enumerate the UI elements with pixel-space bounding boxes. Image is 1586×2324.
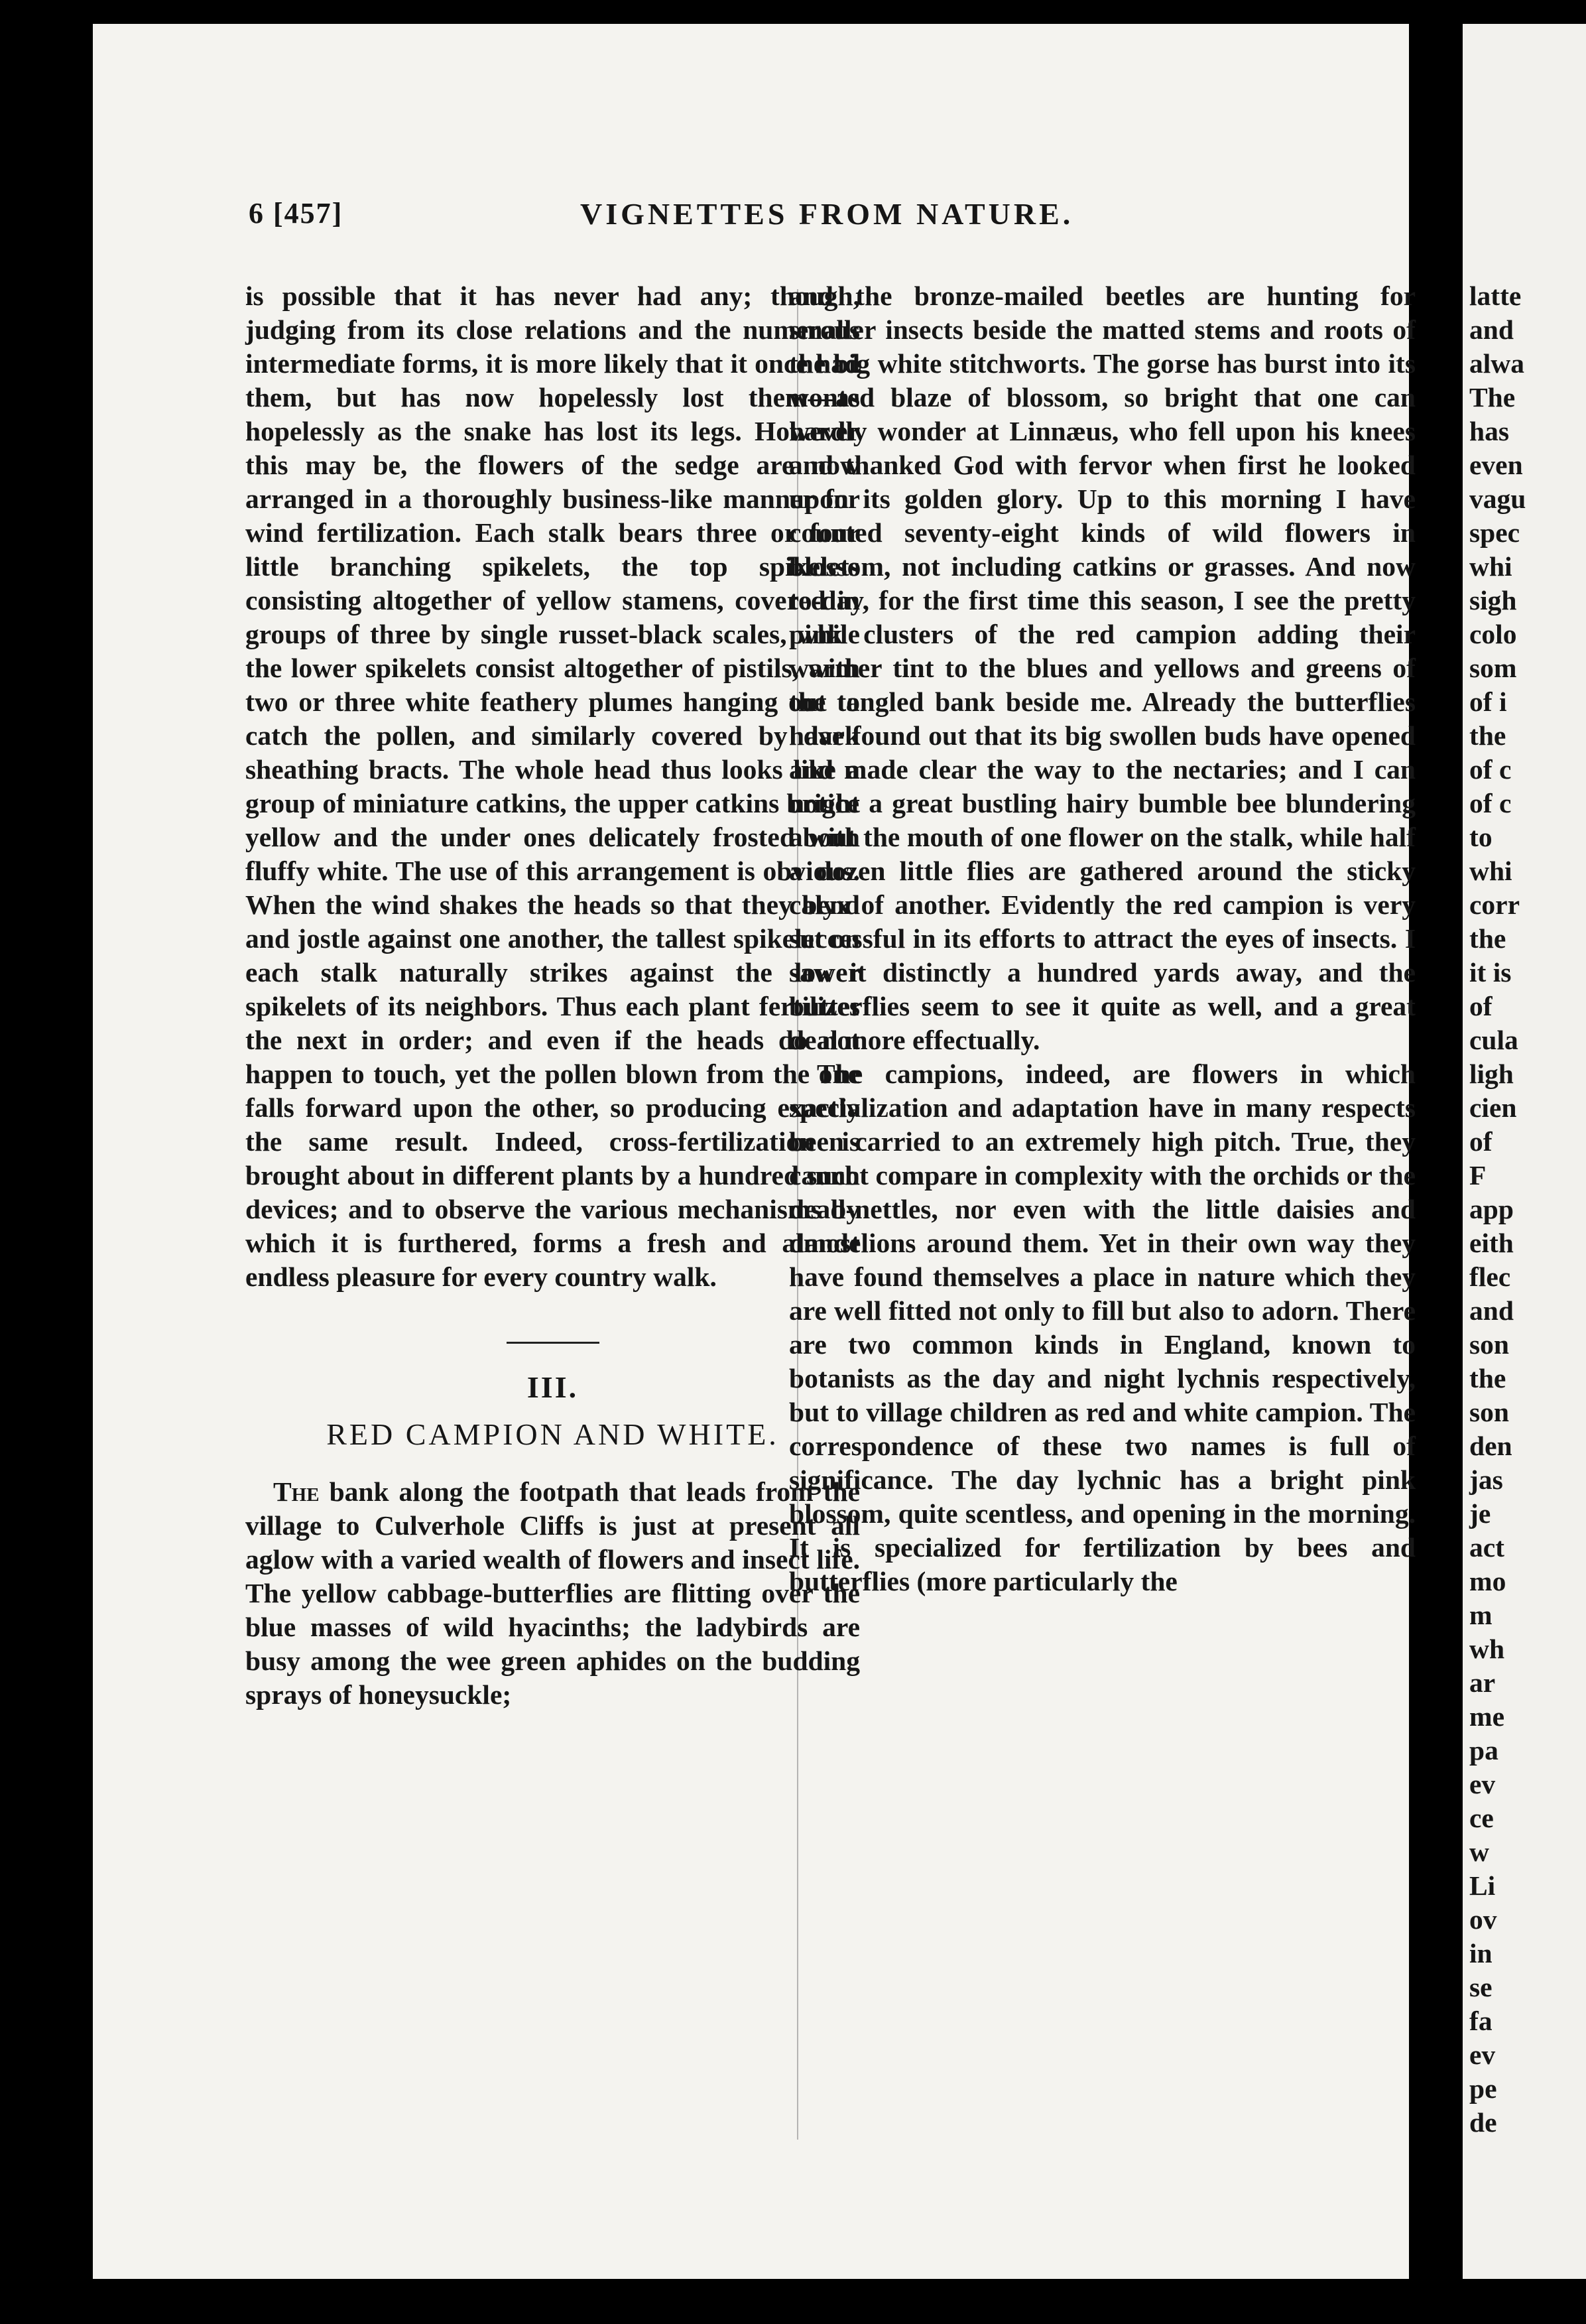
adjacent-page-edge [1463, 24, 1586, 2279]
right-paragraph-1: and the bronze-mailed beetles are hunting for smaller insects beside the matted stems and roots of the big white stitchworts. The gorse has burst into its wonted blaze of blossom, so bright that one can hardly wonder at Linnæus, who fell upon his knees and thanked God with fervor when first he looked upon its golden glory. Up to this morning I have counted seventy-eight kinds of wild flowers in blossom, not including catkins or grasses. And now to-day, for the first time this season, I see the pretty pink clusters of the red campion adding their warmer tint to the blues and yellows and greens of the tangled bank beside me. Already the butterflies have found out that its big swollen buds have opened and made clear the way to the nectaries; and I can notice a great bustling hairy bumble bee blundering about the mouth of one flower on the stalk, while half a dozen little flies are gathered around the sticky calyx of another. Evidently the red campion is very successful in its efforts to attract the eyes of insects. I saw it distinctly a hundred yards away, and the butterflies seem to see it quite as well, and a great deal more effectually. [789, 281, 1416, 1055]
left-paragraph-2-text: bank along the footpath that leads from the village to Culverhole Cliffs is just at present all aglow with a varied wealth of flowers and insect life. The yellow cabbage-butterflies are flitting over the blue masses of wild hyacinths; the ladybirds are busy among the wee green aphides on the budding sprays of honeysuckle; [245, 1476, 860, 1710]
book-page [93, 24, 1416, 2279]
lead-word: The [273, 1476, 320, 1507]
running-head: VIGNETTES FROM NATURE. [580, 197, 1074, 231]
section-number: III. [526, 1370, 579, 1404]
right-paragraph-2: The campions, indeed, are flowers in which specialization and adaptation have in many respects been carried to an extremely high pitch. True, they cannot compare in complexity with the orchids or the dead-nettles, nor even with the little daisies and dandelions around them. Yet in their own way they have found themselves a place in nature which they are well fitted not only to fill but also to adorn. There are two common kinds in England, known to botanists as the day and night lychnis respectively, but to village children as red and white campion. The correspondence of these two names is full of significance. The day lychnic has a bright pink blossom, quite scentless, and opening in the morning. It is specialized for fertilization by bees and butterflies (more particularly the [789, 1059, 1416, 1596]
left-paragraph-1: is possible that it has never had any; though, judging from its close relations and the numerous intermediate forms, it is more likely that it once had them, but has now hopelessly lost them—as hopelessly as the snake has lost its legs. However this may be, the flowers of the sedge are now arranged in a thoroughly business-like manner for wind fertilization. Each stalk bears three or four little branching spikelets, the top spikelets consisting altogether of yellow stamens, covered in groups of three by single russet-black scales, while the lower spikelets consist altogether of pistils, with two or three white feathery plumes hanging out to catch the pollen, and similarly covered by dark sheathing bracts. The whole head thus looks like a group of miniature catkins, the upper catkins bright yellow and the under ones delicately frosted with fluffy white. The use of this arrangement is obvious. When the wind shakes the heads so that they bend and jostle against one another, the tallest spikelet on each stalk naturally strikes against the lower spikelets of its neighbors. Thus each plant fertilizes the next in order; and even if the heads do not happen to touch, yet the pollen blown from the one falls forward upon the other, so producing exactly the same result. Indeed, cross-fertilization is brought about in different plants by a hundred such devices; and to observe the various mechanisms by which it is furthered, forms a fresh and almost endless pleasure for every country walk. [245, 281, 860, 1292]
left-paragraph-2 [245, 1475, 860, 1712]
left-column [245, 279, 860, 1712]
section-title: RED CAMPION AND WHITE. [326, 1417, 779, 1451]
right-column [789, 279, 1416, 1598]
adjacent-page-text: latte and alwa The has even vagu spec whi sigh colo som of i the of c of c to whi corr the it is of cula ligh cien of F app eith flec and son the son den jas je act mo m wh ar me pa ev ce w Li ov in se fa ev pe de [1469, 281, 1526, 2138]
page-header [93, 196, 1409, 249]
page-number: 6 [457] [249, 197, 343, 229]
section-rule [507, 1342, 599, 1344]
